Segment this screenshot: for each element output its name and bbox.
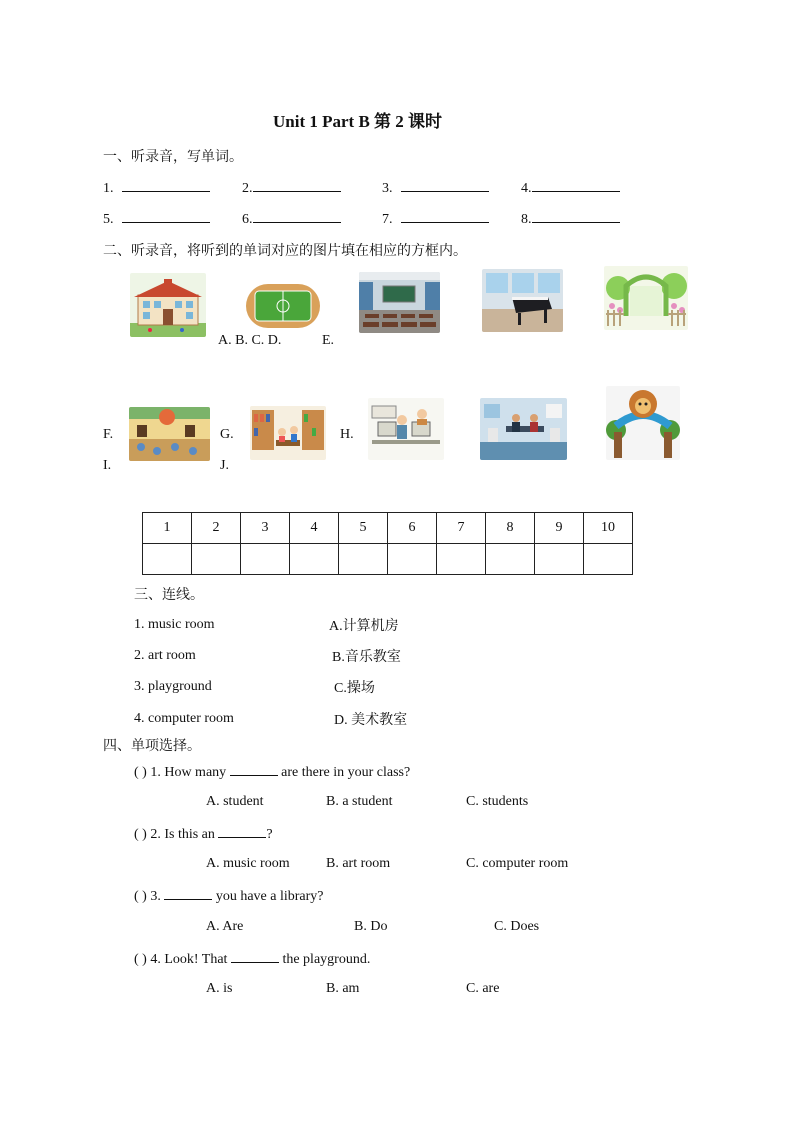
table-answer-cell[interactable]	[192, 544, 241, 575]
library-icon	[250, 406, 326, 460]
table-answer-row	[143, 544, 633, 575]
classroom-icon	[359, 272, 440, 333]
question-blank[interactable]	[231, 950, 279, 963]
answer-blank[interactable]	[532, 177, 620, 192]
answer-table	[142, 512, 633, 575]
table-number-cell: 1	[143, 513, 192, 544]
picture-letter-f: F.	[103, 427, 114, 442]
answer-paren[interactable]: ( )	[134, 827, 147, 842]
table-answer-cell[interactable]	[143, 544, 192, 575]
question-4	[134, 950, 370, 968]
question-blank[interactable]	[164, 887, 212, 900]
option-c[interactable]: C. are	[466, 981, 500, 996]
option-b[interactable]: B. Do	[354, 919, 388, 934]
section3-heading: 三、连线。	[134, 588, 204, 603]
question-text-after: are there in your class?	[281, 765, 411, 780]
question-blank[interactable]	[230, 763, 278, 776]
answer-paren[interactable]: ( )	[134, 952, 147, 967]
question-3	[134, 887, 324, 905]
match-left-item[interactable]: 2. art room	[134, 648, 196, 663]
answer-blank[interactable]	[253, 177, 341, 192]
match-left-item[interactable]: 4. computer room	[134, 711, 234, 726]
question-text-after: ?	[266, 827, 273, 842]
section1-heading: 一、听录音，写单词。	[103, 150, 243, 165]
picture-letter-e: E.	[322, 333, 335, 348]
table-answer-cell[interactable]	[584, 544, 633, 575]
picture-letter-j: J.	[220, 458, 229, 473]
page-title: Unit 1 Part B 第 2 课时	[273, 112, 443, 131]
playground-icon	[245, 283, 321, 329]
option-c[interactable]: C. computer room	[466, 856, 569, 871]
table-answer-cell[interactable]	[535, 544, 584, 575]
table-answer-cell[interactable]	[339, 544, 388, 575]
question-text-before: 4. Look! That	[150, 952, 228, 967]
computer-room-icon	[368, 398, 444, 460]
table-number-cell: 4	[290, 513, 339, 544]
option-a[interactable]: A. is	[206, 981, 233, 996]
match-right-item[interactable]: A.计算机房	[329, 619, 399, 634]
picture-letter-h: H.	[340, 427, 354, 442]
option-b[interactable]: B. am	[326, 981, 360, 996]
picture-letters-a-d: A. B. C. D.	[218, 333, 282, 348]
table-number-cell: 8	[486, 513, 535, 544]
question-2	[134, 825, 273, 843]
table-number-cell: 3	[241, 513, 290, 544]
match-left-item[interactable]: 1. music room	[134, 617, 215, 632]
art-room-icon	[129, 407, 210, 461]
match-right-item[interactable]: B.音乐教室	[332, 650, 401, 665]
blank-item-2: 2.	[242, 177, 341, 197]
table-answer-cell[interactable]	[486, 544, 535, 575]
table-header-row	[143, 513, 633, 544]
answer-paren[interactable]: ( )	[134, 765, 147, 780]
table-answer-cell[interactable]	[290, 544, 339, 575]
table-number-cell: 6	[388, 513, 437, 544]
blank-item-3: 3.	[382, 177, 489, 197]
garden-icon	[604, 266, 688, 330]
answer-blank[interactable]	[122, 177, 210, 192]
match-right-item[interactable]: D. 美术教室	[334, 713, 408, 728]
match-right-item[interactable]: C.操场	[334, 681, 375, 696]
blank-item-1: 1.	[103, 177, 210, 197]
answer-paren[interactable]: ( )	[134, 889, 147, 904]
school-icon	[130, 273, 206, 337]
answer-blank[interactable]	[532, 208, 620, 223]
answer-blank[interactable]	[122, 208, 210, 223]
table-number-cell: 9	[535, 513, 584, 544]
zoo-icon	[606, 386, 680, 460]
question-text-before: 1. How many	[150, 765, 227, 780]
blank-item-5: 5.	[103, 208, 210, 228]
question-1	[134, 763, 410, 781]
option-a[interactable]: A. Are	[206, 919, 244, 934]
music-room-icon	[482, 269, 563, 332]
blank-item-8: 8.	[521, 208, 620, 228]
blank-item-7: 7.	[382, 208, 489, 228]
section4-heading: 四、单项选择。	[103, 739, 201, 754]
table-answer-cell[interactable]	[437, 544, 486, 575]
picture-letter-i: I.	[103, 458, 112, 473]
option-b[interactable]: B. a student	[326, 794, 393, 809]
section2-heading: 二、听录音，将听到的单词对应的图片填在相应的方框内。	[103, 244, 467, 259]
blank-item-6: 6.	[242, 208, 341, 228]
table-number-cell: 10	[584, 513, 633, 544]
teachers-office-icon	[480, 398, 567, 460]
picture-letter-g: G.	[220, 427, 234, 442]
option-a[interactable]: A. student	[206, 794, 264, 809]
table-number-cell: 5	[339, 513, 388, 544]
blank-item-4: 4.	[521, 177, 620, 197]
option-a[interactable]: A. music room	[206, 856, 290, 871]
answer-blank[interactable]	[253, 208, 341, 223]
question-blank[interactable]	[218, 825, 266, 838]
match-left-item[interactable]: 3. playground	[134, 679, 212, 694]
table-number-cell: 2	[192, 513, 241, 544]
option-c[interactable]: C. Does	[494, 919, 540, 934]
option-b[interactable]: B. art room	[326, 856, 391, 871]
question-text-after: the playground.	[282, 952, 371, 967]
option-c[interactable]: C. students	[466, 794, 529, 809]
question-text-before: 3.	[150, 889, 161, 904]
answer-blank[interactable]	[401, 177, 489, 192]
table-answer-cell[interactable]	[241, 544, 290, 575]
answer-blank[interactable]	[401, 208, 489, 223]
table-number-cell: 7	[437, 513, 486, 544]
table-answer-cell[interactable]	[388, 544, 437, 575]
question-text-before: 2. Is this an	[150, 827, 215, 842]
question-text-after: you have a library?	[215, 889, 324, 904]
